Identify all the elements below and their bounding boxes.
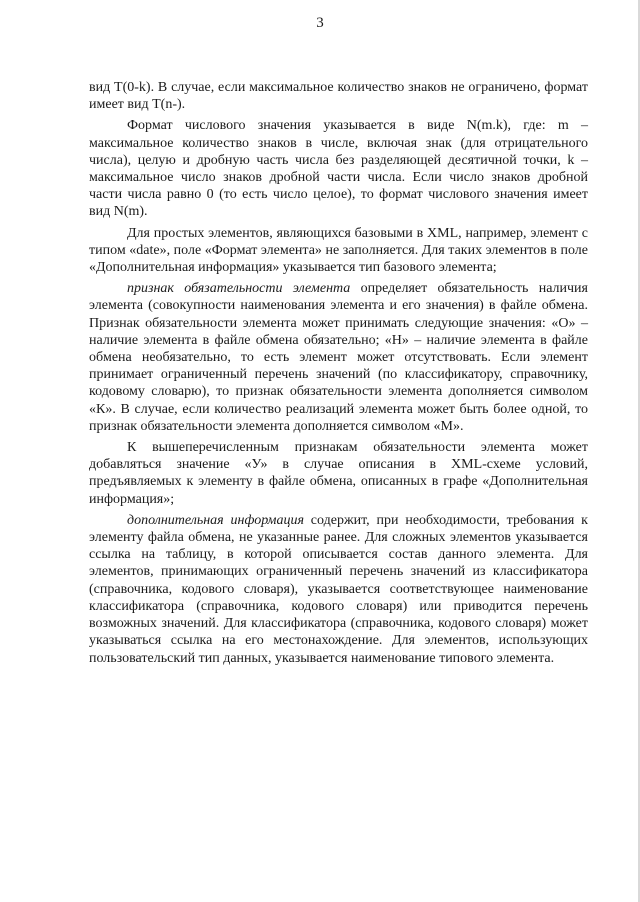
paragraph-text: Для простых элементов, являющихся базовыми в XML, например, элемент с типом «date», поле «Формат элемента» не заполняется. Для таких элементов в поле «Дополнительная информация» указывается тип базового элемента; [89,225,588,276]
paragraph-text: Формат числового значения указывается в виде N(m.k), где: m – максимальное количество знаков в числе, включая знак (для отрицательного числа), целую и дробную часть числа без разделяющей десятичной точки, k – максимальное число знаков дробной части числа. Если число знаков дробной части числа равно 0 (то есть число целое), то формат числового значения имеет вид N(m). [89,118,588,220]
paragraph-4 [89,280,588,435]
paragraph-text: содержит, при необходимости, требования к элементу файла обмена, не указанные ранее. Для сложных элементов указывается ссылка на таблицу, в которой описывается состав данного элемента. Для элементов, принимающих ограниченный перечень значений из классификатора (справочника, кодового словаря), указывается соответствующее наименование классификатора (справочника, кодового словаря) или приводится перечень возможных значений. Для классификатора (справочника, кодового словаря) может указываться ссылка на его местонахождение. Для элементов, использующих пользовательский тип данных, указывается наименование типового элемента. [89,512,588,666]
paragraph-6 [89,512,588,667]
paragraph-2 [89,117,588,220]
term-required-flag: признак обязательности элемента [127,281,351,297]
body-text [89,79,588,671]
paragraph-1 [89,79,588,113]
paragraph-text: К вышеперечисленным признакам обязательности элемента может добавляться значение «У» в случае описания в XML-схеме условий, предъявляемых к элементу в файле обмена, описанных в графе «Дополнительная информация»; [89,440,588,507]
paragraph-text: определяет обязательность наличия элемента (совокупности наименования элемента и его значения) в файле обмена. Признак обязательности элемента может принимать следующие значения: «О» – наличие элемента в файле обмена обязательно; «Н» – наличие элемента в файле обмена необязательно, то есть элемент может отсутствовать. Если элемент принимает ограниченный перечень значений (по классификатору, справочнику, кодовому словарю), то признак обязательности элемента дополняется символом «К». В случае, если количество реализаций элемента может быть более одной, то признак обязательности элемента дополняется символом «М». [89,281,588,434]
page-number: 3 [316,15,324,31]
paragraph-text: вид T(0-k). В случае, если максимальное количество знаков не ограничено, формат имеет вид T(n-). [89,80,588,113]
paragraph-5 [89,439,588,508]
paragraph-3 [89,225,588,277]
term-additional-info: дополнительная информация [127,512,304,528]
